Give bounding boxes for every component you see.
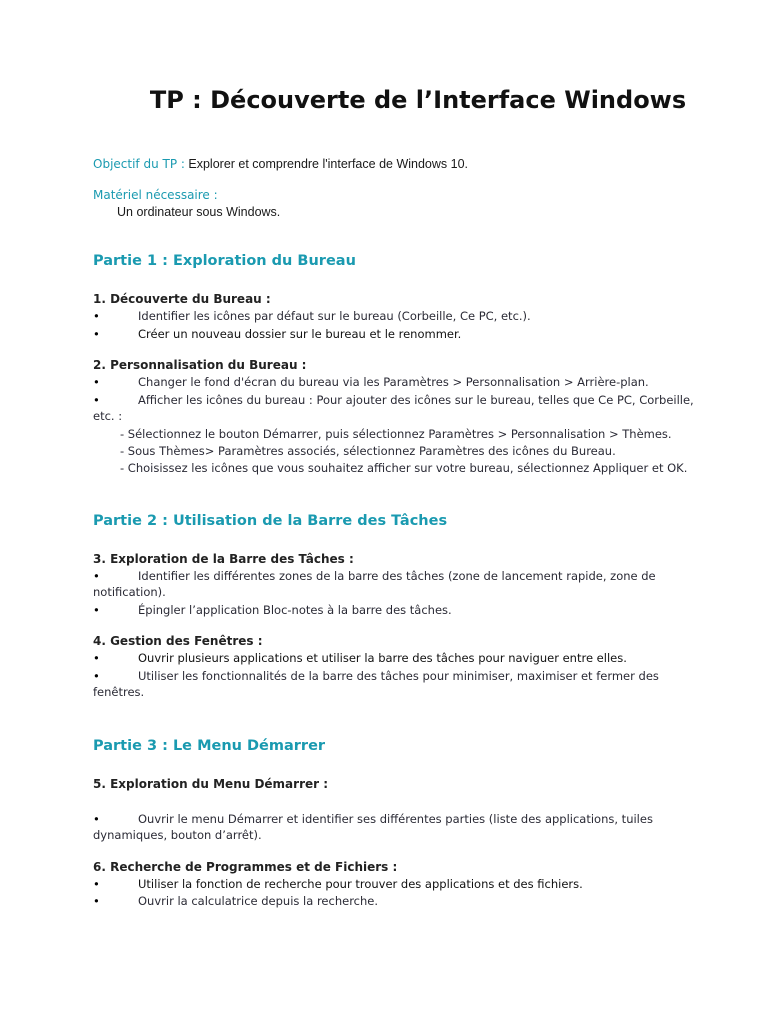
bullet-icon: • bbox=[93, 876, 100, 891]
bullet-icon: • bbox=[93, 375, 100, 389]
section-1-list bbox=[93, 308, 713, 342]
section-1-heading: 1. Découverte du Bureau : bbox=[93, 292, 271, 306]
part-2-heading: Partie 2 : Utilisation de la Barre des Tâches bbox=[93, 512, 448, 529]
bullet-icon: • bbox=[93, 894, 100, 908]
objective-line bbox=[93, 156, 713, 173]
list-item: • Utiliser la fonction de recherche pour trouver des applications et des fichiers. bbox=[93, 876, 583, 891]
document-page bbox=[93, 82, 713, 911]
section-3-heading: 3. Exploration de la Barre des Tâches : bbox=[93, 551, 354, 566]
material-label: Matériel nécessaire : bbox=[93, 188, 218, 202]
bullet-icon: • bbox=[93, 326, 100, 341]
bullet-icon: • bbox=[93, 568, 100, 583]
bullet-icon: • bbox=[93, 668, 100, 683]
list-item: • Changer le fond d'écran du bureau via les Paramètres > Personnalisation > Arrière-plan. bbox=[93, 375, 649, 389]
document-title: TP : Découverte de l’Interface Windows bbox=[149, 86, 687, 114]
section-6-heading: 6. Recherche de Programmes et de Fichiers : bbox=[93, 859, 398, 874]
list-item: • Ouvrir plusieurs applications et utiliser la barre des tâches pour naviguer entre elles. bbox=[93, 651, 627, 665]
list-item: • Créer un nouveau dossier sur le bureau et le renommer. bbox=[93, 326, 462, 341]
list-item: • Ouvrir la calculatrice depuis la recherche. bbox=[93, 894, 379, 908]
section-3-list bbox=[93, 568, 713, 619]
list-item: • Épingler l’application Bloc-notes à la barre des tâches. bbox=[93, 602, 452, 617]
sub-list-item: - Sélectionnez le bouton Démarrer, puis sélectionnez Paramètres > Personnalisation > Thèmes. bbox=[120, 426, 672, 441]
list-item: • Identifier les icônes par défaut sur le bureau (Corbeille, Ce PC, etc.). bbox=[93, 309, 531, 323]
list-item: • Ouvrir le menu Démarrer et identifier ses différentes parties (liste des applications, tuiles dynamiques, bouton d’arrêt). bbox=[93, 811, 653, 842]
sub-list-item: - Choisissez les icônes que vous souhaitez afficher sur votre bureau, sélectionnez Appliquer et OK. bbox=[120, 460, 688, 475]
bullet-icon: • bbox=[93, 392, 100, 407]
section-6-list bbox=[93, 876, 713, 910]
section-5-list bbox=[93, 811, 713, 844]
objective-text: Explorer et comprendre l'interface de Windows 10. bbox=[184, 157, 468, 171]
bullet-icon: • bbox=[93, 651, 100, 665]
section-2-heading: 2. Personnalisation du Bureau : bbox=[93, 358, 307, 372]
sub-list-item: - Sous Thèmes> Paramètres associés, sélectionnez Paramètres des icônes du Bureau. bbox=[120, 443, 616, 458]
bullet-icon: • bbox=[93, 309, 100, 323]
objective-label: Objectif du TP : bbox=[93, 157, 185, 171]
list-item: • Afficher les icônes du bureau : Pour ajouter des icônes sur le bureau, telles que Ce PC, Corbeille, etc. : bbox=[93, 392, 694, 423]
section-4-heading: 4. Gestion des Fenêtres : bbox=[93, 634, 263, 648]
bullet-icon: • bbox=[93, 602, 100, 617]
section-2-list bbox=[93, 374, 713, 425]
part-1-heading: Partie 1 : Exploration du Bureau bbox=[93, 253, 356, 269]
bullet-icon: • bbox=[93, 811, 100, 826]
part-3-heading: Partie 3 : Le Menu Démarrer bbox=[93, 737, 326, 754]
section-2-sublist bbox=[93, 426, 713, 477]
section-5-heading: 5. Exploration du Menu Démarrer : bbox=[93, 776, 329, 791]
section-4-list bbox=[93, 650, 713, 701]
list-item: • Identifier les différentes zones de la barre des tâches (zone de lancement rapide, zone de notification). bbox=[93, 568, 656, 599]
material-text: Un ordinateur sous Windows. bbox=[117, 205, 281, 219]
list-item: • Utiliser les fonctionnalités de la barre des tâches pour minimiser, maximiser et fermer des fenêtres. bbox=[93, 668, 659, 699]
